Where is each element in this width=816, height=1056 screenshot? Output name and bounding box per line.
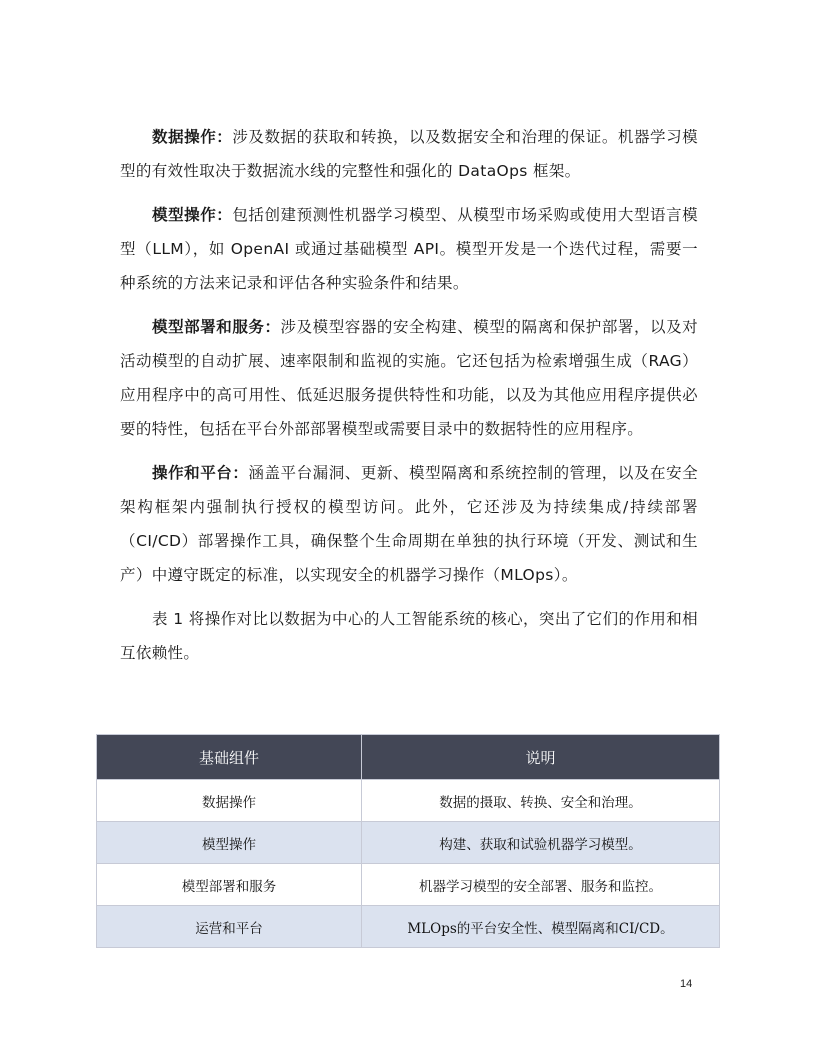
paragraph-lead: 模型部署和服务： [152, 318, 281, 336]
table-row [97, 780, 720, 822]
table-cell-component: 模型操作 [97, 822, 362, 864]
page-number: 14 [680, 978, 693, 990]
table-cell-description: 数据的摄取、转换、安全和治理。 [362, 780, 720, 822]
paragraph-text: 涵盖平台漏洞、更新、模型隔离和系统控制的管理，以及在安全架构框架内强制执行授权的模型访问。此外，它还涉及为持续集成/持续部署（CI/CD）部署操作工具，确保整个生命周期在单独的执行环境（开发、测试和生产）中遵守既定的标准，以实现安全的机器学习操作（MLOps）。 [120, 464, 698, 584]
table-header-component: 基础组件 [97, 735, 362, 780]
body-text [120, 120, 698, 680]
paragraph-table-intro [120, 602, 698, 670]
table-cell-description: MLOps的平台安全性、模型隔离和CI/CD。 [362, 906, 720, 948]
paragraph-text: 表 1 将操作对比以数据为中心的人工智能系统的核心，突出了它们的作用和相互依赖性。 [120, 610, 698, 662]
paragraph-lead: 模型操作： [152, 206, 233, 224]
table-cell-component: 数据操作 [97, 780, 362, 822]
paragraph-data-ops [120, 120, 698, 188]
paragraph-text: 涉及数据的获取和转换，以及数据安全和治理的保证。机器学习模型的有效性取决于数据流水线的完整性和强化的 DataOps 框架。 [120, 128, 698, 180]
table-header-row [97, 735, 720, 780]
table-row [97, 822, 720, 864]
table-header-description: 说明 [362, 735, 720, 780]
paragraph-text: 涉及模型容器的安全构建、模型的隔离和保护部署，以及对活动模型的自动扩展、速率限制和监视的实施。它还包括为检索增强生成（RAG）应用程序中的高可用性、低延迟服务提供特性和功能，以及为其他应用程序提供必要的特性，包括在平台外部部署模型或需要目录中的数据特性的应用程序。 [120, 318, 698, 438]
paragraph-text: 包括创建预测性机器学习模型、从模型市场采购或使用大型语言模型（LLM），如 OpenAI 或通过基础模型 API。模型开发是一个迭代过程，需要一种系统的方法来记录和评估各种实验条件和结果。 [120, 206, 698, 292]
core-components-table [96, 734, 720, 948]
table-cell-component: 模型部署和服务 [97, 864, 362, 906]
paragraph-ops-platform [120, 456, 698, 592]
table-cell-component: 运营和平台 [97, 906, 362, 948]
table-cell-description: 机器学习模型的安全部署、服务和监控。 [362, 864, 720, 906]
paragraph-model-ops [120, 198, 698, 300]
table-row [97, 864, 720, 906]
paragraph-model-deploy [120, 310, 698, 446]
paragraph-lead: 操作和平台： [152, 464, 249, 482]
paragraph-lead: 数据操作： [152, 128, 233, 146]
table-cell-description: 构建、获取和试验机器学习模型。 [362, 822, 720, 864]
table-row [97, 906, 720, 948]
